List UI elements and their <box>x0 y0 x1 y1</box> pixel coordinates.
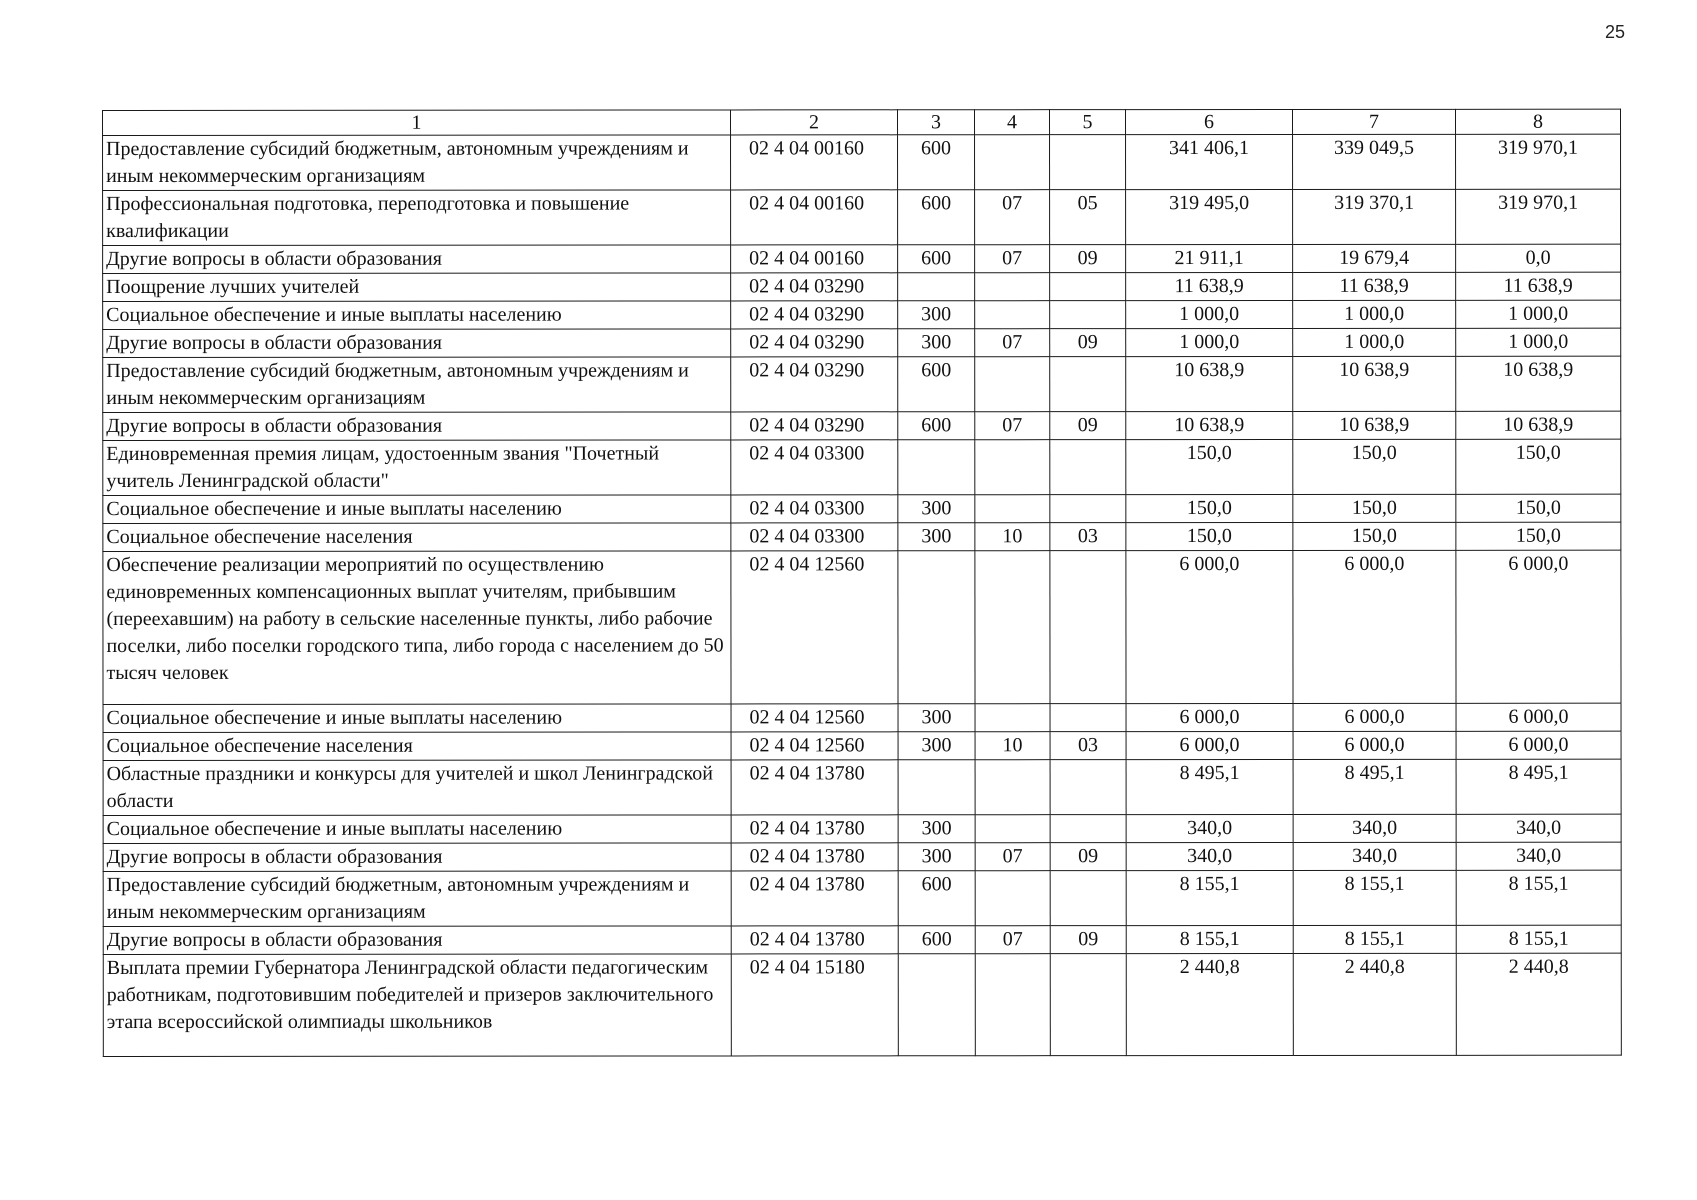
col5-cell <box>1050 954 1126 1056</box>
col4-cell <box>975 301 1050 329</box>
value8-cell: 1 000,0 <box>1456 328 1621 356</box>
value7-cell: 6 000,0 <box>1293 550 1456 703</box>
col3-cell: 300 <box>898 495 975 523</box>
col5-cell <box>1050 815 1126 843</box>
col4-cell <box>975 273 1050 301</box>
col5-cell <box>1050 440 1126 495</box>
col5-cell <box>1050 760 1126 815</box>
value7-cell: 150,0 <box>1293 522 1456 550</box>
name-cell: Профессиональная подготовка, переподготовка и повышение квалификации <box>103 190 731 246</box>
col5-cell: 09 <box>1050 926 1126 954</box>
table-row <box>103 300 1621 329</box>
table-row <box>103 814 1621 843</box>
col4-cell <box>975 495 1050 523</box>
value7-cell: 10 638,9 <box>1293 356 1456 411</box>
table-row <box>103 522 1621 551</box>
col3-cell: 600 <box>898 135 975 190</box>
table-row <box>103 870 1621 926</box>
value8-cell: 6 000,0 <box>1456 703 1621 731</box>
name-cell: Предоставление субсидий бюджетным, автономным учреждениям и иным некоммерческим организациям <box>103 871 731 927</box>
value7-cell: 10 638,9 <box>1293 411 1456 439</box>
col5-cell: 03 <box>1050 523 1126 551</box>
budget-table-container <box>102 109 1621 1057</box>
table-row <box>103 328 1621 357</box>
code-cell: 02 4 04 03290 <box>731 329 898 357</box>
value8-cell: 6 000,0 <box>1456 731 1621 759</box>
table-row <box>103 134 1621 190</box>
name-cell: Социальное обеспечение и иные выплаты населению <box>103 301 731 330</box>
name-cell: Другие вопросы в области образования <box>103 412 731 441</box>
code-cell: 02 4 04 00160 <box>731 135 898 190</box>
table-row <box>103 494 1621 523</box>
table-row <box>103 439 1621 495</box>
col3-cell <box>898 760 975 815</box>
value7-cell: 8 155,1 <box>1293 870 1456 925</box>
col4-cell: 07 <box>975 329 1050 357</box>
table-row <box>103 953 1621 1056</box>
name-cell: Другие вопросы в области образования <box>103 926 731 955</box>
value7-cell: 11 638,9 <box>1293 272 1456 300</box>
code-cell: 02 4 04 00160 <box>731 245 898 273</box>
col3-cell: 600 <box>898 357 975 412</box>
col5-cell: 09 <box>1050 329 1126 357</box>
header-row <box>103 109 1621 135</box>
code-cell: 02 4 04 13780 <box>731 760 898 815</box>
name-cell: Социальное обеспечение населения <box>103 732 731 761</box>
value6-cell: 6 000,0 <box>1126 550 1293 703</box>
name-cell: Единовременная премия лицам, удостоенным звания "Почетный учитель Ленинградской области" <box>103 440 731 496</box>
value8-cell: 319 970,1 <box>1456 189 1621 244</box>
col4-cell <box>975 815 1050 843</box>
col4-cell: 07 <box>975 843 1050 871</box>
header-cell-1: 1 <box>103 110 731 136</box>
value7-cell: 339 049,5 <box>1293 134 1456 189</box>
name-cell: Поощрение лучших учителей <box>103 273 731 302</box>
col4-cell <box>975 704 1050 732</box>
value6-cell: 10 638,9 <box>1126 411 1293 439</box>
col3-cell: 300 <box>898 815 975 843</box>
col4-cell <box>975 357 1050 412</box>
value6-cell: 319 495,0 <box>1126 189 1293 244</box>
value8-cell: 340,0 <box>1456 814 1621 842</box>
value6-cell: 21 911,1 <box>1126 244 1293 272</box>
col5-cell: 05 <box>1050 190 1126 245</box>
code-cell: 02 4 04 03290 <box>731 357 898 412</box>
name-cell: Обеспечение реализации мероприятий по осуществлению единовременных компенсационных выплат учителям, прибывшим (переехавшим) на работу в сельские населенные пункты, либо рабочие поселки, либо поселки городского типа, либо города с населением до 50 тысяч человек <box>103 551 731 705</box>
value7-cell: 6 000,0 <box>1293 731 1456 759</box>
value8-cell: 150,0 <box>1456 522 1621 550</box>
value7-cell: 1 000,0 <box>1293 300 1456 328</box>
value6-cell: 1 000,0 <box>1126 328 1293 356</box>
col4-cell <box>975 440 1050 495</box>
col5-cell: 09 <box>1050 245 1126 273</box>
col4-cell: 07 <box>975 412 1050 440</box>
code-cell: 02 4 04 13780 <box>731 871 898 926</box>
name-cell: Другие вопросы в области образования <box>103 245 731 274</box>
header-cell-3: 3 <box>898 110 975 135</box>
col3-cell <box>898 954 975 1056</box>
col4-cell: 07 <box>975 926 1050 954</box>
code-cell: 02 4 04 12560 <box>731 732 898 760</box>
value8-cell: 10 638,9 <box>1456 411 1621 439</box>
value8-cell: 10 638,9 <box>1456 356 1621 411</box>
col3-cell: 600 <box>898 245 975 273</box>
value6-cell: 150,0 <box>1126 522 1293 550</box>
name-cell: Областные праздники и конкурсы для учителей и школ Ленинградской области <box>103 760 731 816</box>
value7-cell: 150,0 <box>1293 439 1456 494</box>
value7-cell: 8 495,1 <box>1293 759 1456 814</box>
value8-cell: 11 638,9 <box>1456 272 1621 300</box>
value8-cell: 150,0 <box>1456 494 1621 522</box>
name-cell: Социальное обеспечение населения <box>103 523 731 552</box>
value7-cell: 340,0 <box>1293 842 1456 870</box>
col5-cell <box>1050 704 1126 732</box>
col4-cell <box>975 871 1050 926</box>
col4-cell: 10 <box>975 523 1050 551</box>
name-cell: Социальное обеспечение и иные выплаты населению <box>103 495 731 524</box>
value6-cell: 8 495,1 <box>1126 759 1293 814</box>
value6-cell: 150,0 <box>1126 494 1293 522</box>
col4-cell <box>975 135 1050 190</box>
col5-cell <box>1050 273 1126 301</box>
value6-cell: 150,0 <box>1126 439 1293 494</box>
value6-cell: 6 000,0 <box>1126 731 1293 759</box>
col3-cell <box>898 440 975 495</box>
col5-cell: 03 <box>1050 732 1126 760</box>
name-cell: Выплата премии Губернатора Ленинградской области педагогическим работникам, подготовившим победителей и призеров заключительного этапа всероссийской олимпиады школьников <box>103 954 731 1057</box>
table-row <box>103 356 1621 412</box>
col5-cell <box>1050 551 1126 704</box>
name-cell: Предоставление субсидий бюджетным, автономным учреждениям и иным некоммерческим организациям <box>103 135 731 191</box>
value8-cell: 319 970,1 <box>1456 134 1621 189</box>
value6-cell: 6 000,0 <box>1126 703 1293 731</box>
value8-cell: 1 000,0 <box>1456 300 1621 328</box>
code-cell: 02 4 04 13780 <box>731 843 898 871</box>
table-row <box>103 842 1621 871</box>
code-cell: 02 4 04 15180 <box>731 954 898 1056</box>
table-row <box>103 411 1621 440</box>
value7-cell: 340,0 <box>1293 814 1456 842</box>
value8-cell: 150,0 <box>1456 439 1621 494</box>
col5-cell: 09 <box>1050 412 1126 440</box>
value8-cell: 8 155,1 <box>1456 870 1621 925</box>
value6-cell: 8 155,1 <box>1126 925 1293 953</box>
col3-cell: 300 <box>898 704 975 732</box>
code-cell: 02 4 04 12560 <box>731 704 898 732</box>
table-row <box>103 550 1621 704</box>
table-body <box>103 134 1622 1056</box>
code-cell: 02 4 04 00160 <box>731 190 898 245</box>
value6-cell: 2 440,8 <box>1126 953 1293 1055</box>
table-row <box>103 272 1621 301</box>
page-number: 25 <box>1605 22 1626 42</box>
code-cell: 02 4 04 03300 <box>731 523 898 551</box>
col5-cell: 09 <box>1050 843 1126 871</box>
value7-cell: 2 440,8 <box>1293 953 1456 1055</box>
value6-cell: 1 000,0 <box>1126 300 1293 328</box>
col3-cell: 300 <box>898 843 975 871</box>
value7-cell: 8 155,1 <box>1293 925 1456 953</box>
value6-cell: 11 638,9 <box>1126 272 1293 300</box>
col4-cell <box>975 760 1050 815</box>
header-cell-7: 7 <box>1293 109 1456 134</box>
col3-cell: 600 <box>898 412 975 440</box>
col4-cell: 07 <box>975 190 1050 245</box>
col3-cell: 600 <box>898 190 975 245</box>
value6-cell: 8 155,1 <box>1126 870 1293 925</box>
value8-cell: 8 495,1 <box>1456 759 1621 814</box>
name-cell: Другие вопросы в области образования <box>103 329 731 358</box>
col4-cell: 07 <box>975 245 1050 273</box>
value7-cell: 150,0 <box>1293 494 1456 522</box>
code-cell: 02 4 04 03290 <box>731 301 898 329</box>
value6-cell: 10 638,9 <box>1126 356 1293 411</box>
value7-cell: 319 370,1 <box>1293 189 1456 244</box>
code-cell: 02 4 04 03300 <box>731 440 898 495</box>
name-cell: Предоставление субсидий бюджетным, автономным учреждениям и иным некоммерческим организациям <box>103 357 731 413</box>
col3-cell: 600 <box>898 926 975 954</box>
header-cell-6: 6 <box>1126 109 1293 134</box>
code-cell: 02 4 04 13780 <box>731 815 898 843</box>
col3-cell: 600 <box>898 871 975 926</box>
header-cell-2: 2 <box>731 110 898 135</box>
value7-cell: 19 679,4 <box>1293 244 1456 272</box>
col3-cell: 300 <box>898 301 975 329</box>
value8-cell: 8 155,1 <box>1456 925 1621 953</box>
value8-cell: 340,0 <box>1456 842 1621 870</box>
col4-cell <box>975 954 1050 1056</box>
col5-cell <box>1050 871 1126 926</box>
header-cell-8: 8 <box>1455 109 1620 134</box>
col4-cell <box>975 551 1050 704</box>
col3-cell <box>898 273 975 301</box>
code-cell: 02 4 04 13780 <box>731 926 898 954</box>
table-row <box>103 244 1621 273</box>
col5-cell <box>1050 495 1126 523</box>
header-cell-5: 5 <box>1050 110 1126 135</box>
name-cell: Социальное обеспечение и иные выплаты населению <box>103 704 731 733</box>
col3-cell: 300 <box>898 329 975 357</box>
value8-cell: 2 440,8 <box>1456 953 1621 1055</box>
value8-cell: 6 000,0 <box>1456 550 1621 703</box>
code-cell: 02 4 04 03300 <box>731 495 898 523</box>
table-row <box>103 925 1621 954</box>
col5-cell <box>1050 357 1126 412</box>
value8-cell: 0,0 <box>1456 244 1621 272</box>
header-cell-4: 4 <box>975 110 1050 135</box>
col3-cell: 300 <box>898 523 975 551</box>
code-cell: 02 4 04 03290 <box>731 412 898 440</box>
budget-table <box>102 109 1622 1057</box>
col5-cell <box>1050 135 1126 190</box>
table-row <box>103 759 1621 815</box>
col4-cell: 10 <box>975 732 1050 760</box>
table-row <box>103 703 1621 732</box>
value6-cell: 340,0 <box>1126 814 1293 842</box>
col5-cell <box>1050 301 1126 329</box>
table-row <box>103 189 1621 245</box>
code-cell: 02 4 04 12560 <box>731 551 898 704</box>
value6-cell: 341 406,1 <box>1126 134 1293 189</box>
code-cell: 02 4 04 03290 <box>731 273 898 301</box>
name-cell: Социальное обеспечение и иные выплаты населению <box>103 815 731 844</box>
value6-cell: 340,0 <box>1126 842 1293 870</box>
table-row <box>103 731 1621 760</box>
value7-cell: 6 000,0 <box>1293 703 1456 731</box>
value7-cell: 1 000,0 <box>1293 328 1456 356</box>
name-cell: Другие вопросы в области образования <box>103 843 731 872</box>
col3-cell: 300 <box>898 732 975 760</box>
col3-cell <box>898 551 975 704</box>
